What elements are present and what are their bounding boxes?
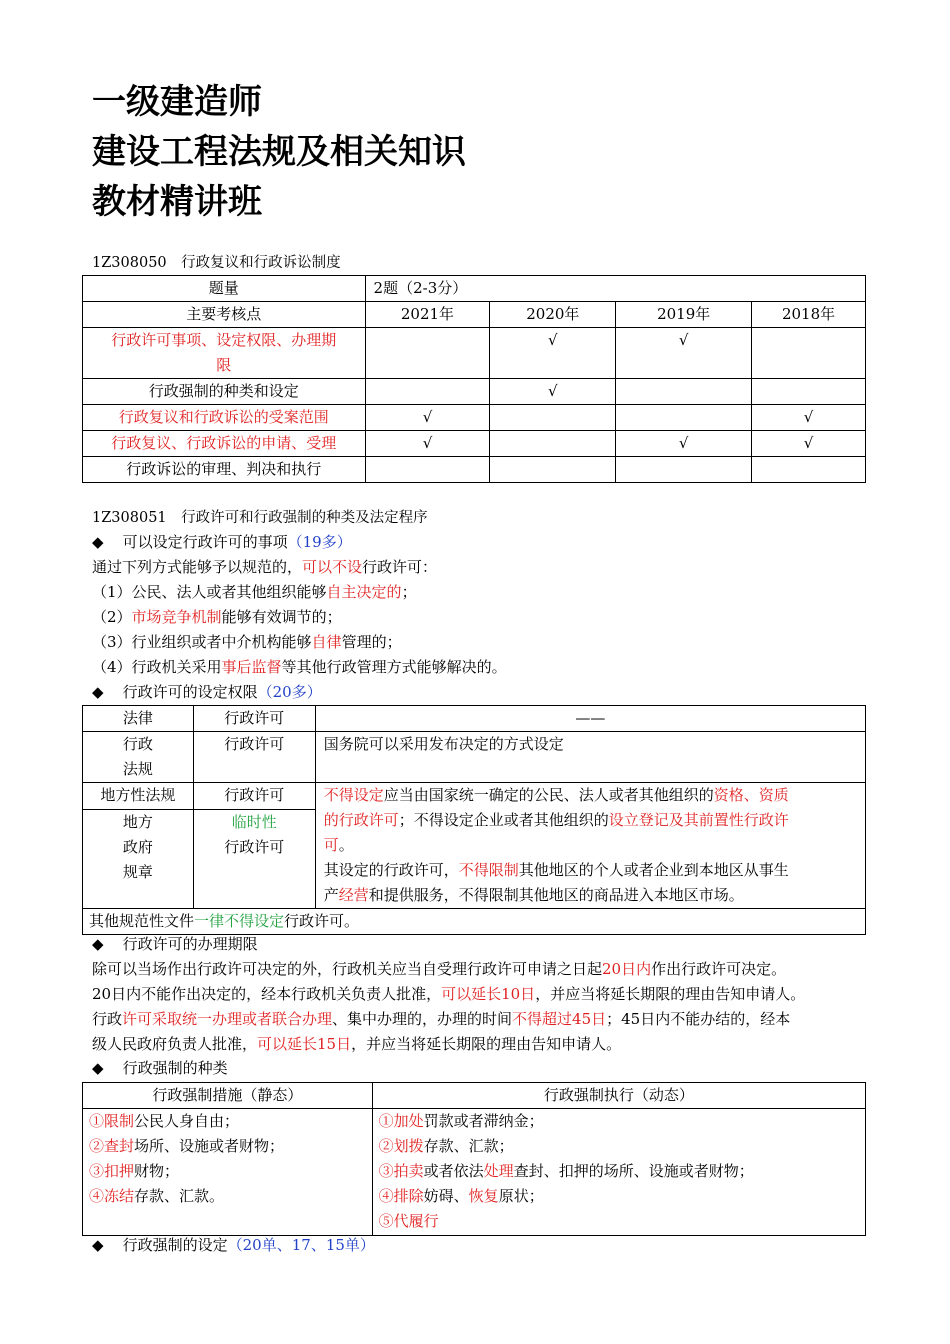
text-span: 行政许可 bbox=[224, 838, 285, 856]
list-item bbox=[92, 657, 507, 677]
text-span: 能够有效调节的； bbox=[221, 608, 342, 626]
highlight-span: 经营 bbox=[338, 886, 369, 904]
check-mark-cell bbox=[752, 457, 866, 483]
text-span: 妨碍、 bbox=[423, 1187, 469, 1205]
text-span: 和提供服务，不得限制其他地区的商品进入本地区市场。 bbox=[368, 886, 744, 904]
highlight-span: ②划拨 bbox=[378, 1137, 424, 1155]
text-span: 其他地区的个人或者企业到本地区从事生 bbox=[518, 861, 789, 879]
check-mark-cell bbox=[616, 457, 752, 483]
authority-type: 地方性法规 bbox=[83, 783, 194, 810]
highlight-span: 许可采取统一办理或者联合办理 bbox=[122, 1010, 333, 1028]
diamond-bullet-icon: ◆ bbox=[92, 533, 104, 551]
exam-point-label bbox=[83, 328, 366, 379]
highlight-span: 自律 bbox=[311, 633, 342, 651]
check-mark-cell bbox=[490, 431, 616, 457]
other-documents-row bbox=[83, 909, 866, 935]
bullet-text: 可以设定行政许可的事项 bbox=[122, 533, 288, 551]
exam-point-label-part: 行政许可事项、设定权限、办理期 bbox=[111, 331, 337, 349]
highlight-span: ①加处 bbox=[378, 1112, 424, 1130]
column-header-enforcement: 行政强制执行（动态） bbox=[372, 1083, 865, 1109]
highlight-span: ①限制 bbox=[89, 1112, 135, 1130]
text-span: （4）行政机关采用 bbox=[92, 658, 222, 676]
text-span: 行政许可： bbox=[362, 558, 438, 576]
table-row bbox=[83, 302, 866, 328]
highlight-span: 临时性 bbox=[231, 813, 277, 831]
bullet-text: 行政强制的种类 bbox=[122, 1059, 228, 1077]
check-mark-cell: √ bbox=[752, 405, 866, 431]
authority-desc: 国务院可以采用发布决定的方式设定 bbox=[315, 732, 865, 783]
highlight-span: 可以不设 bbox=[302, 558, 363, 576]
diamond-bullet-icon: ◆ bbox=[92, 1236, 104, 1254]
highlight-span: 设立登记及其前置性行政许 bbox=[608, 811, 789, 829]
table-row bbox=[83, 732, 866, 783]
text-span: 。 bbox=[338, 836, 354, 854]
list-item bbox=[92, 582, 417, 602]
check-mark-cell: √ bbox=[616, 328, 752, 379]
measures-list bbox=[83, 1109, 373, 1236]
check-mark-cell bbox=[490, 457, 616, 483]
highlight-span: 不得设定 bbox=[323, 786, 384, 804]
diamond-bullet-icon: ◆ bbox=[92, 1059, 104, 1077]
table-row bbox=[83, 706, 866, 732]
exam-point-label: 行政强制的种类和设定 bbox=[83, 379, 366, 405]
column-header-main-points: 主要考核点 bbox=[83, 302, 366, 328]
highlight-span: ②查封 bbox=[89, 1137, 135, 1155]
text-span: 罚款或者滞纳金； bbox=[423, 1112, 544, 1130]
highlight-span: ④排除 bbox=[378, 1187, 424, 1205]
bullet-force-types bbox=[92, 1058, 228, 1078]
enforcement-list bbox=[372, 1109, 865, 1236]
column-header-measures: 行政强制措施（静态） bbox=[83, 1083, 373, 1109]
check-mark-cell bbox=[365, 379, 490, 405]
text-span: 财物； bbox=[134, 1162, 180, 1180]
bullet-text: 行政许可的设定权限 bbox=[122, 683, 258, 701]
bullet-text: 行政强制的设定 bbox=[122, 1236, 228, 1254]
table-row bbox=[83, 431, 866, 457]
text-span: 管理的； bbox=[341, 633, 402, 651]
text-span: 场所、设施或者财物； bbox=[134, 1137, 285, 1155]
question-count-label: 题量 bbox=[83, 276, 366, 302]
permit-authority-table bbox=[82, 705, 866, 935]
exam-frequency-table bbox=[82, 275, 866, 483]
table-row bbox=[83, 457, 866, 483]
highlight-span: 的行政许可 bbox=[323, 811, 399, 829]
check-mark-cell bbox=[616, 379, 752, 405]
table-row bbox=[83, 405, 866, 431]
text-span: 其设定的行政许可， bbox=[323, 861, 459, 879]
highlight-span: ③扣押 bbox=[89, 1162, 135, 1180]
text-span: 应当由国家统一确定的公民、法人或者其他组织的 bbox=[383, 786, 714, 804]
highlight-span: ③拍卖 bbox=[378, 1162, 424, 1180]
highlight-span: 20日内 bbox=[602, 960, 652, 978]
text-span: （2） bbox=[92, 608, 132, 626]
deadline-line bbox=[92, 959, 786, 979]
bullet-text: 行政许可的办理期限 bbox=[122, 935, 258, 953]
local-regulation-desc bbox=[315, 783, 865, 909]
check-mark-cell: √ bbox=[752, 431, 866, 457]
text-span: ；不得设定企业或者其他组织的 bbox=[398, 811, 609, 829]
column-header-year: 2018年 bbox=[752, 302, 866, 328]
check-mark-cell: √ bbox=[365, 405, 490, 431]
authority-scope: 行政许可 bbox=[193, 706, 315, 732]
check-mark-cell bbox=[752, 379, 866, 405]
text-span: 存款、汇款； bbox=[423, 1137, 514, 1155]
deadline-line bbox=[92, 1009, 790, 1029]
text-span: 行政 bbox=[92, 1010, 123, 1028]
check-mark-cell bbox=[490, 405, 616, 431]
intro-line bbox=[92, 557, 437, 577]
text-span: ，并应当将延长期限的理由告知申请人。 bbox=[351, 1035, 622, 1053]
check-mark-cell: √ bbox=[365, 431, 490, 457]
bullet-handling-deadline bbox=[92, 934, 258, 954]
text-span: 或者依法 bbox=[423, 1162, 484, 1180]
text-span: 等其他行政管理方式能够解决的。 bbox=[281, 658, 507, 676]
highlight-span: 自主决定的 bbox=[326, 583, 402, 601]
text-span: 政府 bbox=[122, 838, 153, 856]
text-span: 其他规范性文件 bbox=[89, 912, 195, 930]
check-mark-cell bbox=[752, 328, 866, 379]
text-span: 、集中办理的，办理的时间 bbox=[332, 1010, 513, 1028]
section-heading-1z308051: 1Z308051 行政许可和行政强制的种类及法定程序 bbox=[92, 510, 428, 526]
highlight-span: 事后监督 bbox=[221, 658, 282, 676]
bullet-permit-matters bbox=[92, 532, 352, 552]
text-span: 法规 bbox=[122, 760, 153, 778]
column-header-year: 2021年 bbox=[365, 302, 490, 328]
column-header-year: 2020年 bbox=[490, 302, 616, 328]
question-count-value: 2题（2-3分） bbox=[365, 276, 865, 302]
text-span: 作出行政许可决定。 bbox=[651, 960, 787, 978]
section-heading-1z308050: 1Z308050 行政复议和行政诉讼制度 bbox=[92, 255, 341, 271]
text-span: 公民人身自由； bbox=[134, 1112, 240, 1130]
highlight-span: 市场竞争机制 bbox=[131, 608, 222, 626]
table-row bbox=[83, 276, 866, 302]
highlight-span: 可以延长15日 bbox=[257, 1035, 352, 1053]
text-span: ； bbox=[401, 583, 417, 601]
check-mark-cell bbox=[365, 328, 490, 379]
text-span: 除可以当场作出行政许可决定的外，行政机关应当自受理行政许可申请之日起 bbox=[92, 960, 603, 978]
highlight-span: 处理 bbox=[483, 1162, 514, 1180]
authority-type: 法律 bbox=[83, 706, 194, 732]
bullet-force-setting bbox=[92, 1235, 375, 1255]
check-mark-cell bbox=[365, 457, 490, 483]
deadline-line bbox=[92, 1034, 621, 1054]
text-span: 20日内不能作出决定的，经本行政机关负责人批准， bbox=[92, 985, 442, 1003]
list-item bbox=[92, 632, 402, 652]
authority-type bbox=[83, 810, 194, 909]
text-span: 产 bbox=[323, 886, 339, 904]
deadline-line bbox=[92, 984, 805, 1004]
authority-scope: 行政许可 bbox=[193, 732, 315, 783]
text-span: 规章 bbox=[122, 863, 153, 881]
text-span: ；45日内不能办结的，经本 bbox=[606, 1010, 791, 1028]
table-row bbox=[83, 1109, 866, 1236]
doc-title-line2: 建设工程法规及相关知识 bbox=[92, 132, 466, 172]
bullet-permit-authority bbox=[92, 682, 322, 702]
column-header-year: 2019年 bbox=[616, 302, 752, 328]
highlight-span: 恢复 bbox=[468, 1187, 499, 1205]
text-span: 级人民政府负责人批准， bbox=[92, 1035, 258, 1053]
bullet-note: （20多） bbox=[257, 683, 322, 701]
doc-title-line3: 教材精讲班 bbox=[92, 182, 262, 222]
table-row bbox=[83, 909, 866, 935]
text-span: 行政许可。 bbox=[284, 912, 360, 930]
doc-title-line1: 一级建造师 bbox=[92, 82, 262, 122]
highlight-span: 可 bbox=[323, 836, 339, 854]
highlight-span: ④冻结 bbox=[89, 1187, 135, 1205]
check-mark-cell: √ bbox=[490, 379, 616, 405]
table-row bbox=[83, 1083, 866, 1109]
check-mark-cell bbox=[616, 405, 752, 431]
list-item bbox=[92, 607, 342, 627]
force-types-table bbox=[82, 1082, 866, 1236]
authority-scope bbox=[193, 810, 315, 909]
check-mark-cell: √ bbox=[490, 328, 616, 379]
highlight-span: 可以延长10日 bbox=[441, 985, 536, 1003]
text-span: 存款、汇款。 bbox=[134, 1187, 225, 1205]
exam-point-label-part: 限 bbox=[216, 356, 232, 374]
text-span: 通过下列方式能够予以规范的， bbox=[92, 558, 303, 576]
text-span: 地方 bbox=[122, 813, 153, 831]
highlight-span: 资格、资质 bbox=[713, 786, 789, 804]
table-row bbox=[83, 783, 866, 810]
highlight-span: 不得超过45日 bbox=[512, 1010, 607, 1028]
diamond-bullet-icon: ◆ bbox=[92, 935, 104, 953]
highlight-span: 不得限制 bbox=[458, 861, 519, 879]
highlight-span: ⑤代履行 bbox=[378, 1212, 439, 1230]
bullet-note: （19多） bbox=[287, 533, 352, 551]
text-span: 行政 bbox=[122, 735, 153, 753]
exam-point-label: 行政复议、行政诉讼的申请、受理 bbox=[83, 431, 366, 457]
text-span: （1）公民、法人或者其他组织能够 bbox=[92, 583, 327, 601]
text-span: （3）行业组织或者中介机构能够 bbox=[92, 633, 312, 651]
authority-desc: —— bbox=[315, 706, 865, 732]
check-mark-cell: √ bbox=[616, 431, 752, 457]
table-row bbox=[83, 379, 866, 405]
exam-point-label: 行政复议和行政诉讼的受案范围 bbox=[83, 405, 366, 431]
table-row bbox=[83, 328, 866, 379]
text-span: ，并应当将延长期限的理由告知申请人。 bbox=[535, 985, 806, 1003]
authority-scope: 行政许可 bbox=[193, 783, 315, 810]
text-span: 原状； bbox=[498, 1187, 544, 1205]
highlight-span: 一律不得设定 bbox=[194, 912, 285, 930]
diamond-bullet-icon: ◆ bbox=[92, 683, 104, 701]
text-span: 查封、扣押的场所、设施或者财物； bbox=[513, 1162, 754, 1180]
bullet-note: （20单、17、15单） bbox=[227, 1236, 375, 1254]
exam-point-label: 行政诉讼的审理、判决和执行 bbox=[83, 457, 366, 483]
authority-type bbox=[83, 732, 194, 783]
